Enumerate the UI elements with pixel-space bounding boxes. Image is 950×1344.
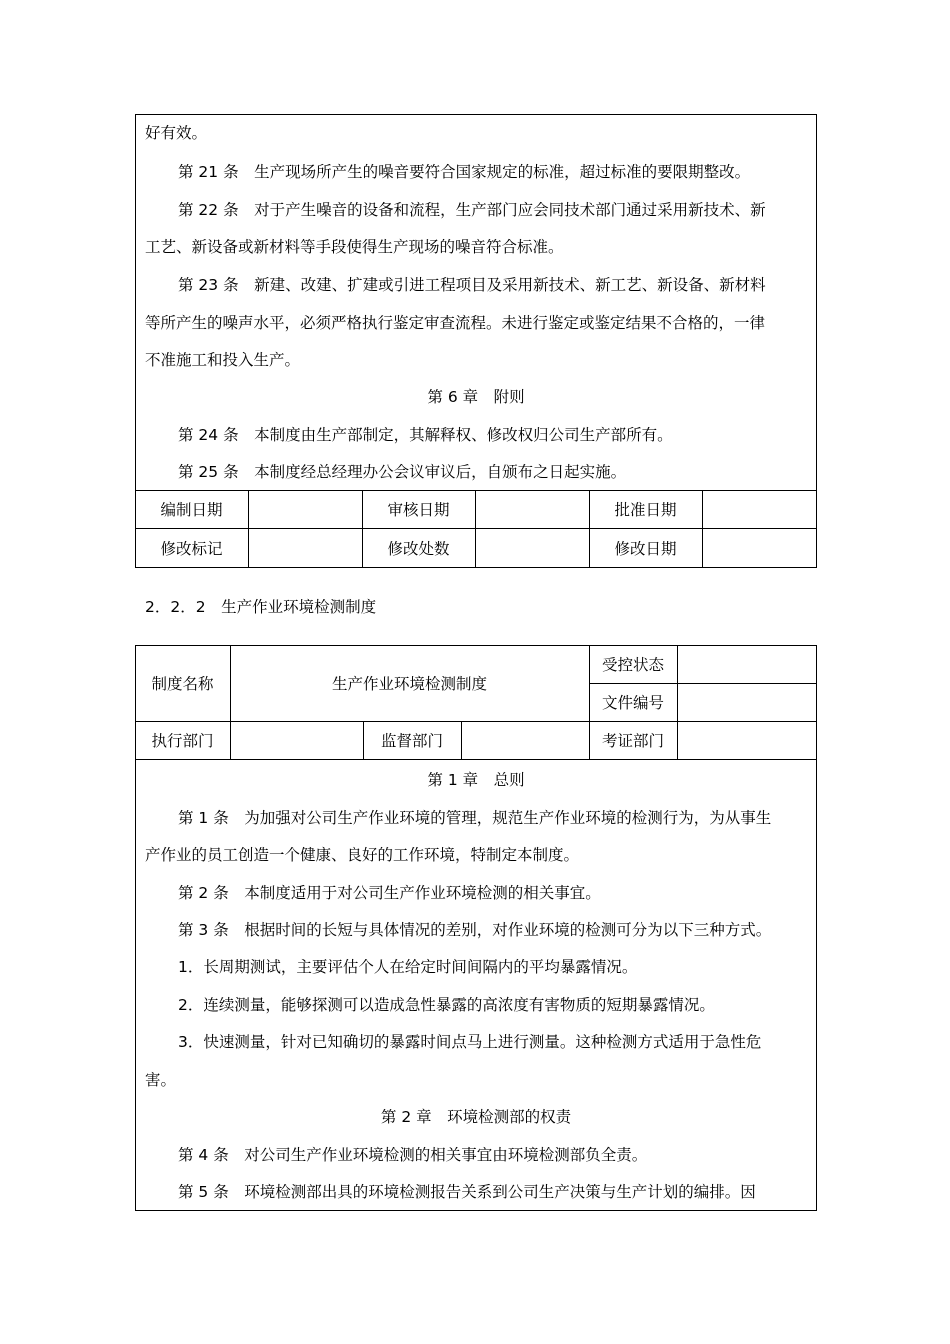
chapter-6-title: 第 6 章 附则: [427, 388, 525, 406]
table-divider: [135, 759, 817, 760]
list-item-2: 2．连续测量，能够探测可以造成急性暴露的高浓度有害物质的短期暴露情况。: [178, 996, 715, 1014]
table-divider: [248, 490, 249, 568]
table-divider: [702, 490, 703, 568]
list-item-1: 1．长周期测试，主要评估个人在给定时间间隔内的平均暴露情况。: [178, 958, 638, 976]
article-23-line2: 等所产生的噪声水平，必须严格执行鉴定审查流程。未进行鉴定或鉴定结果不合格的，一律: [145, 314, 766, 332]
article-4: 第 4 条 对公司生产作业环境检测的相关事宜由环境检测部负全责。: [178, 1146, 648, 1164]
revision-date-label: 修改日期: [614, 540, 677, 558]
policy-name-label: 制度名称: [151, 675, 214, 693]
audit-dept-label: 考证部门: [601, 732, 664, 750]
article-22-line2: 工艺、新设备或新材料等手段使得生产现场的噪音符合标准。: [145, 238, 564, 256]
compile-date-label: 编制日期: [160, 501, 223, 519]
revision-mark-label: 修改标记: [160, 540, 223, 558]
article-23-line3: 不准施工和投入生产。: [145, 351, 301, 369]
review-date-label: 审核日期: [387, 501, 450, 519]
article-24: 第 24 条 本制度由生产部制定，其解释权、修改权归公司生产部所有。: [178, 426, 673, 444]
control-status-label: 受控状态: [601, 656, 664, 674]
section-heading: 2．2．2 生产作业环境检测制度: [145, 598, 377, 616]
article-2: 第 2 条 本制度适用于对公司生产作业环境检测的相关事宜。: [178, 884, 601, 902]
table-divider: [461, 721, 462, 759]
document-number-label: 文件编号: [601, 694, 664, 712]
article-1-line2: 产作业的员工创造一个健康、良好的工作环境，特制定本制度。: [145, 846, 580, 864]
executing-dept-label: 执行部门: [151, 732, 214, 750]
list-item-3-line1: 3．快速测量，针对已知确切的暴露时间点马上进行测量。这种检测方式适用于急性危: [178, 1033, 762, 1051]
chapter-1-title: 第 1 章 总则: [427, 771, 525, 789]
policy-name-value: 生产作业环境检测制度: [331, 675, 487, 693]
article-5: 第 5 条 环境检测部出具的环境检测报告关系到公司生产决策与生产计划的编排。因: [178, 1183, 756, 1201]
article-1-line1: 第 1 条 为加强对公司生产作业环境的管理，规范生产作业环境的检测行为，为从事生: [178, 809, 772, 827]
table-divider: [475, 490, 476, 568]
article-23-line1: 第 23 条 新建、改建、扩建或引进工程项目及采用新技术、新工艺、新设备、新材料: [178, 276, 766, 294]
revision-count-label: 修改处数: [387, 540, 450, 558]
list-item-3-line2: 害。: [145, 1071, 177, 1089]
approve-date-label: 批准日期: [614, 501, 677, 519]
supervising-dept-label: 监督部门: [380, 732, 443, 750]
table-divider: [135, 721, 817, 722]
article-21: 第 21 条 生产现场所产生的噪音要符合国家规定的标准，超过标准的要限期整改。: [178, 163, 751, 181]
article-25: 第 25 条 本制度经总经理办公会议审议后，自颁布之日起实施。: [178, 463, 627, 481]
table-divider: [677, 645, 678, 759]
text-line: 好有效。: [145, 124, 208, 142]
article-22-line1: 第 22 条 对于产生噪音的设备和流程，生产部门应会同技术部门通过采用新技术、新: [178, 201, 766, 219]
chapter-2-title: 第 2 章 环境检测部的权责: [380, 1108, 572, 1126]
article-3: 第 3 条 根据时间的长短与具体情况的差别，对作业环境的检测可分为以下三种方式。: [178, 921, 772, 939]
